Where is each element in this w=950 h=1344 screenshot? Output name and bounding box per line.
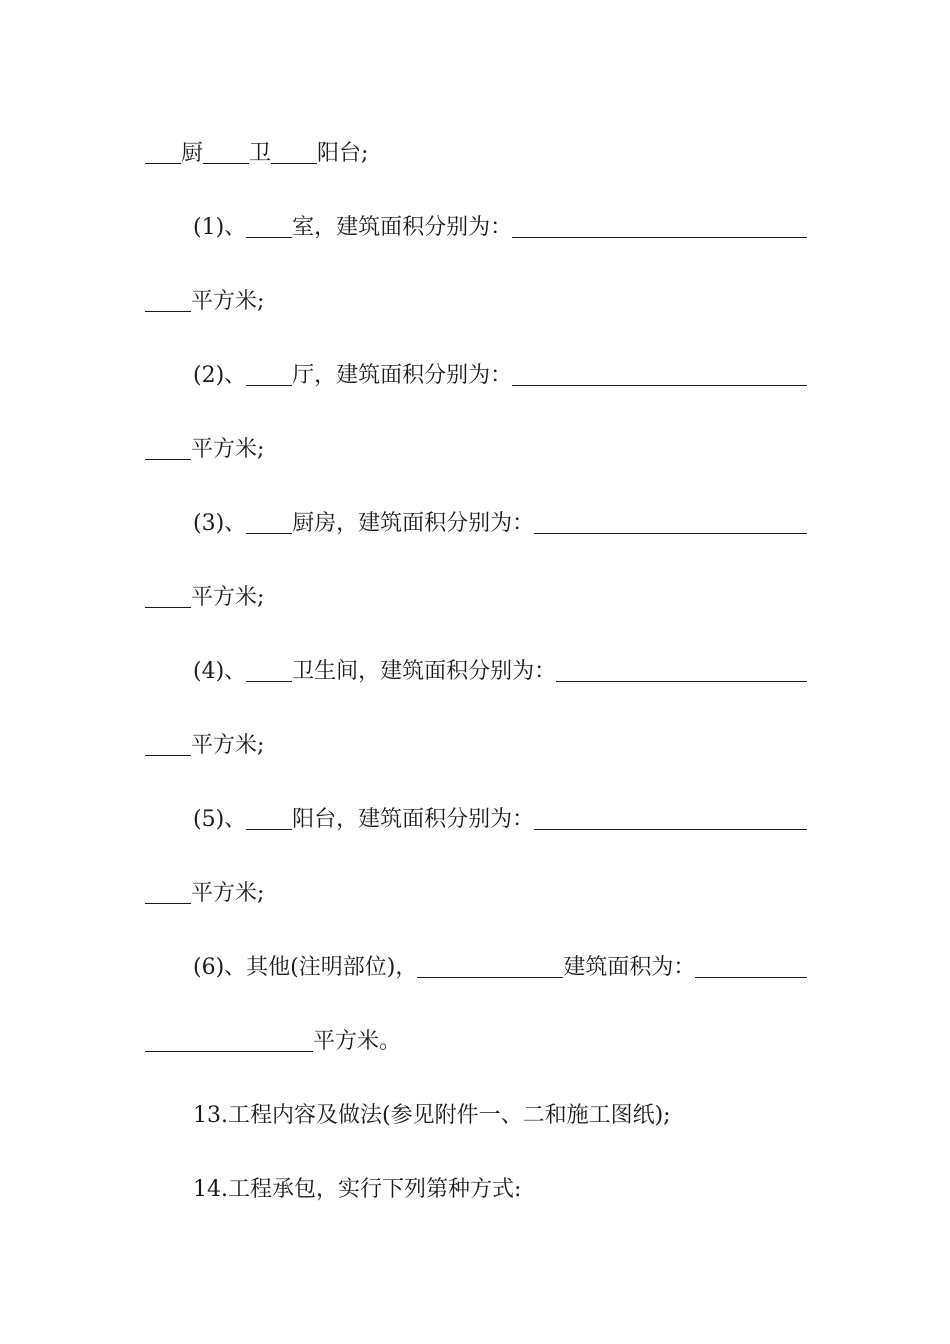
item-label-area: 建筑面积为：: [563, 955, 696, 980]
item-4-line: [145, 656, 807, 686]
item-label: 厅，建筑面积分别为：: [292, 363, 513, 388]
bathroom-label: 卫: [249, 141, 272, 166]
area-blank-field[interactable]: [534, 511, 807, 534]
unit-line: [145, 434, 807, 464]
item-number: (6)、: [193, 955, 247, 980]
clause-14: [145, 1174, 807, 1204]
item-label: 阳台，建筑面积分别为：: [292, 807, 535, 832]
item-number: (4)、: [193, 659, 247, 684]
blank-field[interactable]: [246, 511, 292, 534]
item-6-line: [145, 952, 807, 982]
location-blank-field[interactable]: [417, 955, 563, 978]
item-1-line: [145, 212, 807, 242]
item-label: 厨房，建筑面积分别为：: [292, 511, 535, 536]
area-blank-field[interactable]: [512, 215, 807, 238]
item-number: (2)、: [193, 363, 247, 388]
blank-field[interactable]: [145, 585, 191, 608]
blank-field[interactable]: [145, 881, 191, 904]
blank-field[interactable]: [246, 215, 292, 238]
blank-field[interactable]: [145, 437, 191, 460]
unit-line: [145, 878, 807, 908]
unit-line: [145, 286, 807, 316]
item-label: 卫生间，建筑面积分别为：: [292, 659, 557, 684]
unit-label: 平方米;: [191, 289, 265, 314]
blank-field[interactable]: [203, 141, 249, 164]
blank-field[interactable]: [246, 807, 292, 830]
balcony-label: 阳台;: [317, 141, 369, 166]
area-blank-field[interactable]: [512, 363, 807, 386]
unit-line: [145, 730, 807, 760]
unit-label: 平方米;: [191, 881, 265, 906]
item-number: (5)、: [193, 807, 247, 832]
area-blank-field[interactable]: [534, 807, 807, 830]
blank-field[interactable]: [145, 733, 191, 756]
area-blank-field[interactable]: [695, 955, 807, 978]
unit-label: 平方米;: [191, 437, 265, 462]
unit-label: 平方米;: [191, 585, 265, 610]
blank-field[interactable]: [145, 289, 191, 312]
clause-13: [145, 1100, 807, 1130]
unit-line: [145, 582, 807, 612]
blank-field[interactable]: [271, 141, 317, 164]
item-number: (1)、: [193, 215, 247, 240]
unit-line: [145, 1026, 807, 1056]
item-2-line: [145, 360, 807, 390]
clause-text: 14.工程承包，实行下列第种方式:: [193, 1177, 522, 1202]
item-label: 室，建筑面积分别为：: [292, 215, 513, 240]
item-label: 其他(注明部位)，: [246, 955, 418, 980]
clause-text: 13.工程内容及做法(参见附件一、二和施工图纸);: [193, 1103, 671, 1128]
area-blank-field[interactable]: [556, 659, 807, 682]
blank-field[interactable]: [145, 1029, 313, 1052]
unit-label: 平方米;: [191, 733, 265, 758]
blank-field[interactable]: [145, 141, 181, 164]
unit-label: 平方米。: [313, 1029, 402, 1054]
item-number: (3)、: [193, 511, 247, 536]
item-3-line: [145, 508, 807, 538]
blank-field[interactable]: [246, 363, 292, 386]
room-summary-line: [145, 138, 807, 168]
blank-field[interactable]: [246, 659, 292, 682]
item-5-line: [145, 804, 807, 834]
kitchen-label: 厨: [181, 141, 204, 166]
